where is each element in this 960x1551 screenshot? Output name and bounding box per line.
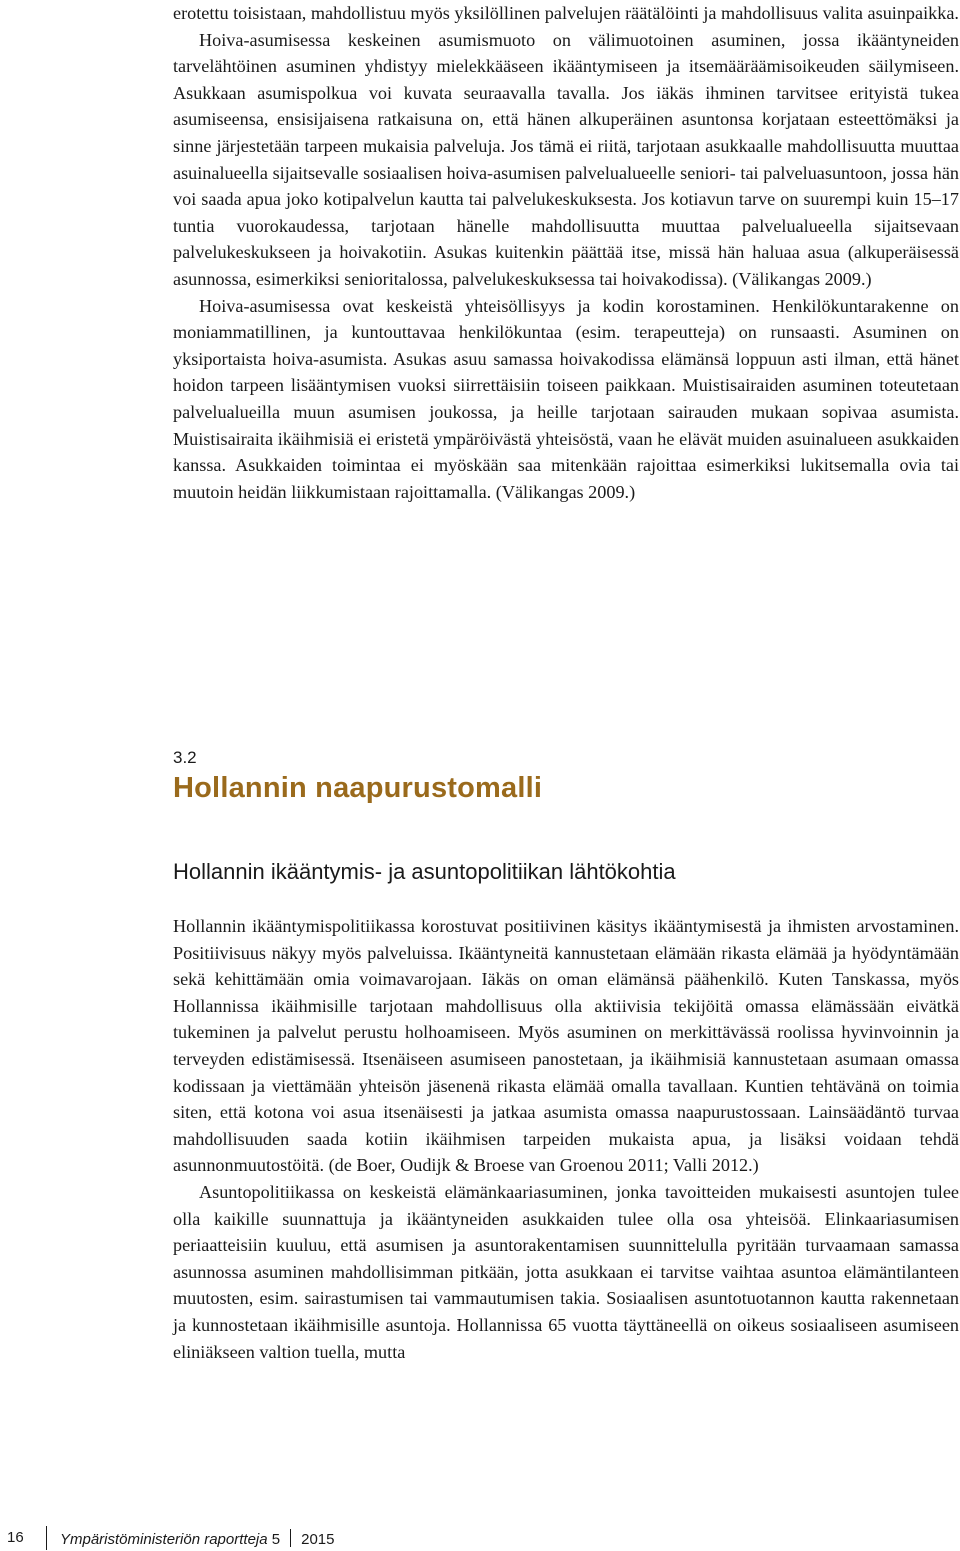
paragraph: erotettu toisistaan, mahdollistuu myös yksilöllinen palvelujen räätälöinti ja mahdollisuus valita asuinpaikka. xyxy=(173,3,959,23)
subsection-title: Hollannin ikääntymis- ja asuntopolitiikan lähtökohtia xyxy=(173,859,676,884)
page-footer xyxy=(0,1526,960,1550)
footer-series-name: Ympäristöministeriön raportteja xyxy=(60,1531,268,1548)
paragraph: Asuntopolitiikassa on keskeistä elämänkaariasuminen, jonka tavoitteiden mukaisesti asuntojen tulee olla kaikille suunnattuja ja ikääntyneiden asukkaiden tulee olla osa yhteisöä. Elinkaariasumisen periaatteisiin kuuluu, että asumisen ja asuntorakentamisen suunnittelulla pyritään turvaamaan samassa asunnossa asuminen mahdollisimman pitkään, jotta asukkaan ei tarvitse vaihtaa asuntoa elämäntilanteen muutosten, esim. sairastumisen tai vammautumisen takia. Sosiaalisen asuntotuotannon kautta rakennetaan ja kunnostetaan ikäihmisille asuntoja. Hollannissa 65 vuotta täyttäneellä on oikeus sosiaaliseen asumiseen eliniäkseen valtion tuella, mutta xyxy=(173,1181,959,1362)
footer-divider xyxy=(290,1529,291,1547)
footer-year: 2015 xyxy=(301,1531,335,1548)
body-text-bottom xyxy=(173,913,959,1365)
paragraph: Hoiva-asumisessa ovat keskeistä yhteisöllisyys ja kodin korostaminen. Henkilökuntarakenne on moniammatillinen, ja kuntouttavaa henkilökuntaa (esim. terapeutteja) on runsaasti. Asuminen on yksiportaista hoiva-asumista. Asukas asuu samassa hoivakodissa elämänsä loppuun asti ilman, että hänet hoidon tarpeen lisääntymisen vuoksi siirrettäisiin toiseen paikkaan. Muistisairaiden asuminen toteutetaan palvelualueilla muun asumisen joukossa, ja heille tarjotaan sairauden mukaan sopivaa asumista. Muistisairaita ikäihmisiä ei eristetä ympäröivästä yhteisöstä, vaan he elävät muiden asuinalueen asukkaiden kanssa. Asukkaiden toimintaa ei myöskään saa mitenkään rajoittaa esimerkiksi lukitsemalla ovia tai muutoin heidän liikkumistaan rajoittamalla. (Välikangas 2009.) xyxy=(173,295,959,502)
body-text-top xyxy=(173,0,959,505)
section-title: Hollannin naapurustomalli xyxy=(173,772,543,804)
page-number: 16 xyxy=(7,1529,24,1546)
footer-divider xyxy=(46,1526,47,1550)
paragraph: Hollannin ikääntymispolitiikassa korostuvat positiivinen käsitys ikääntymisestä ja ihmisten arvostaminen. Positiivisuus näkyy myös palveluissa. Ikääntyneitä kannustetaan elämään rikasta elämää ja hyödyntämään sekä kehittämään omia voimavarojaan. Iäkäs on oman elämänsä päähenkilö. Kuten Tanskassa, myös Hollannissa ikäihmisille tarjotaan mahdollisuus olla aktiivisia tekijöitä omassa elämässään eivätkä tukeminen ja palvelut perustu holhoamiseen. Myös asuminen on merkittävässä roolissa hyvinvoinnin ja terveyden edistämisessä. Itsenäiseen asumiseen panostetaan, ja ikäihmisiä kannustetaan asumaan omassa kodissaan ja viettämään yhteisön jäsenenä rikasta elämää omalla tavallaan. Kuntien tehtävänä on toimia siten, että kotona voi asua itsenäisesti ja jatkaa asumista omassa naapurustossaan. Lainsäädäntö turvaa mahdollisuuden saada kotiin ikäihmisen tarpeiden mukaista apua, ja lisäksi voidaan tehdä asunnonmuutostöitä. (de Boer, Oudijk & Broese van Groenou 2011; Valli 2012.) xyxy=(173,916,959,1176)
footer-series xyxy=(60,1529,334,1548)
paragraph: Hoiva-asumisessa keskeinen asumismuoto on välimuotoinen asuminen, jossa ikääntyneiden tarvelähtöinen asuminen yhdistyy mielekkääseen ikääntymiseen ja itsemääräämisoikeuden säilymiseen. Asukkaan asumispolkua voi kuvata seuraavalla tavalla. Jos iäkäs ihminen tarvitsee erityistä tukea asumiseensa, ensisijaisena ratkaisuna on, että hänen alkuperäinen asuntonsa korjataan esteettömäksi ja sinne järjestetään tarpeen mukaisia palveluja. Jos tämä ei riitä, tarjotaan asukkaalle mahdollisuutta muuttaa asuinalueella sijaitsevalle sosiaalisen hoiva-asumisen palvelualueelle seniori- tai palveluasuntoon, jossa hän voi saada apua joko kotipalvelun kautta tai palvelukeskuksesta. Jos kotiavun tarve on suurempi kuin 15–17 tuntia vuorokaudessa, tarjotaan hänelle mahdollisuutta muuttaa palvelualueella sijaitsevaan palvelukeskukseen ja hoivakotiin. Asukas kuitenkin päättää itse, missä hän haluaa asua (alkuperäisessä asunnossa, esimerkiksi senioritalossa, palvelukeskuksessa tai hoivakodissa). (Välikangas 2009.) xyxy=(173,29,959,289)
section-number: 3.2 xyxy=(173,748,197,767)
footer-issue: 5 xyxy=(271,1531,281,1548)
